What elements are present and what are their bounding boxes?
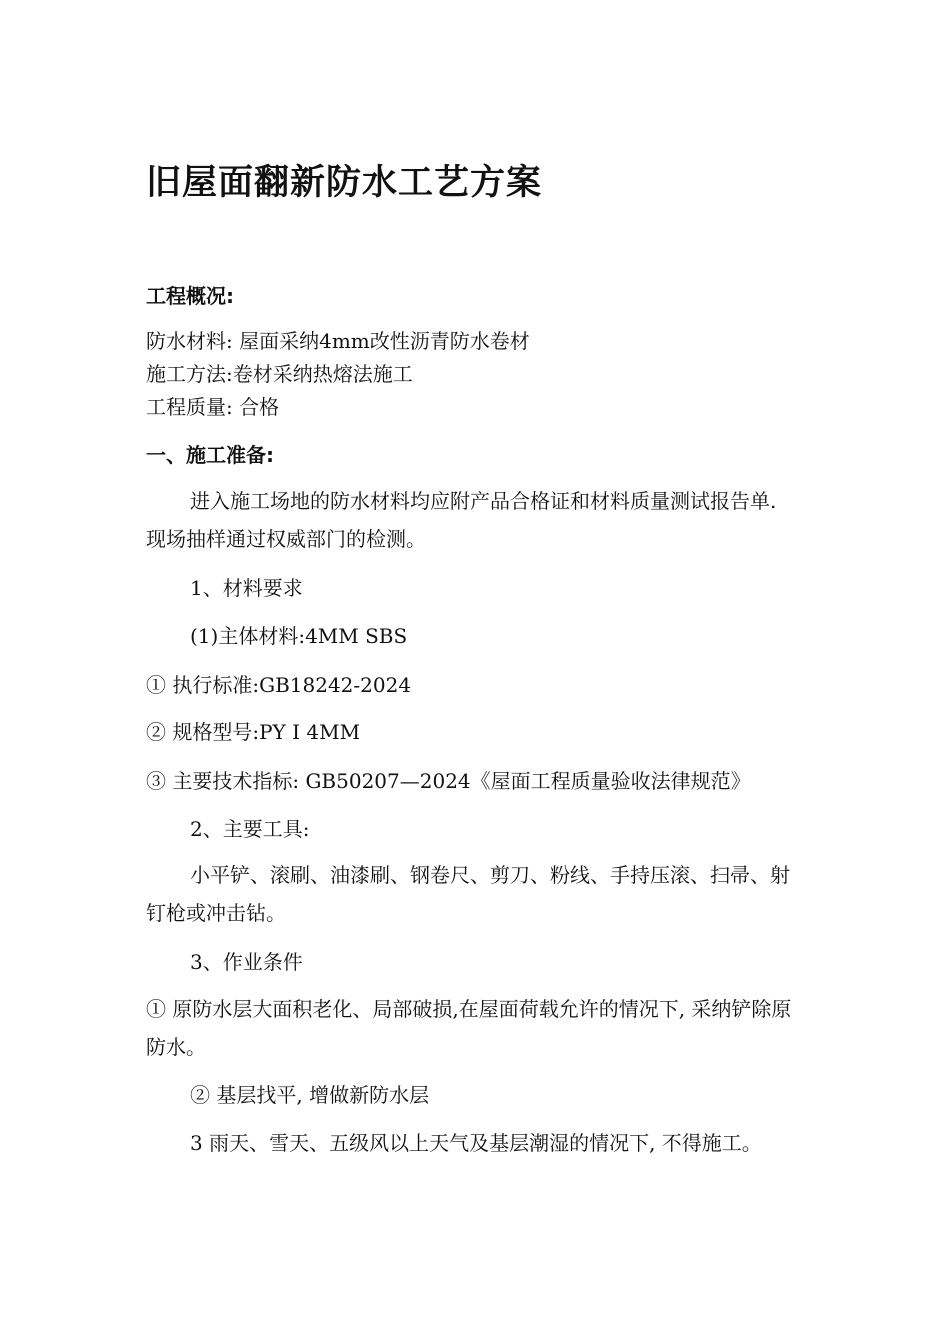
item1-heading: 1、材料要求 (190, 576, 303, 600)
item2-heading: 2、主要工具: (190, 817, 310, 841)
standard-line-3: ③ 主要技术指标: GB50207—2024《屋面工程质量验收法律规范》 (146, 769, 751, 793)
overview-quality: 工程质量: 合格 (146, 395, 280, 419)
section1-heading: 一、施工准备: (146, 443, 274, 467)
overview-heading: 工程概况: (146, 284, 234, 308)
condition-2: ② 基层找平, 增做新防水层 (190, 1083, 430, 1107)
overview-material: 防水材料: 屋面采纳4mm改性沥青防水卷材 (146, 329, 530, 353)
standard-line-2: ② 规格型号:PY I 4MM (146, 720, 361, 744)
section1-intro: 进入施工场地的防水材料均应附产品合格证和材料质量测试报告单.现场抽样通过权威部门的检测。 (146, 489, 777, 551)
document-title: 旧屋面翻新防水工艺方案 (146, 163, 543, 203)
item3-heading: 3、作业条件 (190, 950, 303, 974)
condition-3: 3 雨天、雪天、五级风以上天气及基层潮湿的情况下, 不得施工。 (190, 1131, 762, 1155)
standard-line-1: ① 执行标准:GB18242-2024 (146, 673, 412, 697)
overview-method: 施工方法:卷材采纳热熔法施工 (146, 362, 413, 386)
item1-sub: (1)主体材料:4MM SBS (190, 624, 408, 648)
tools-paragraph: 小平铲、滚刷、油漆刷、钢卷尺、剪刀、粉线、手持压滚、扫帚、射钉枪或冲击钻。 (146, 863, 790, 925)
condition-1: ① 原防水层大面积老化、局部破损,在屋面荷载允许的情况下, 采纳铲除原防水。 (146, 997, 792, 1059)
